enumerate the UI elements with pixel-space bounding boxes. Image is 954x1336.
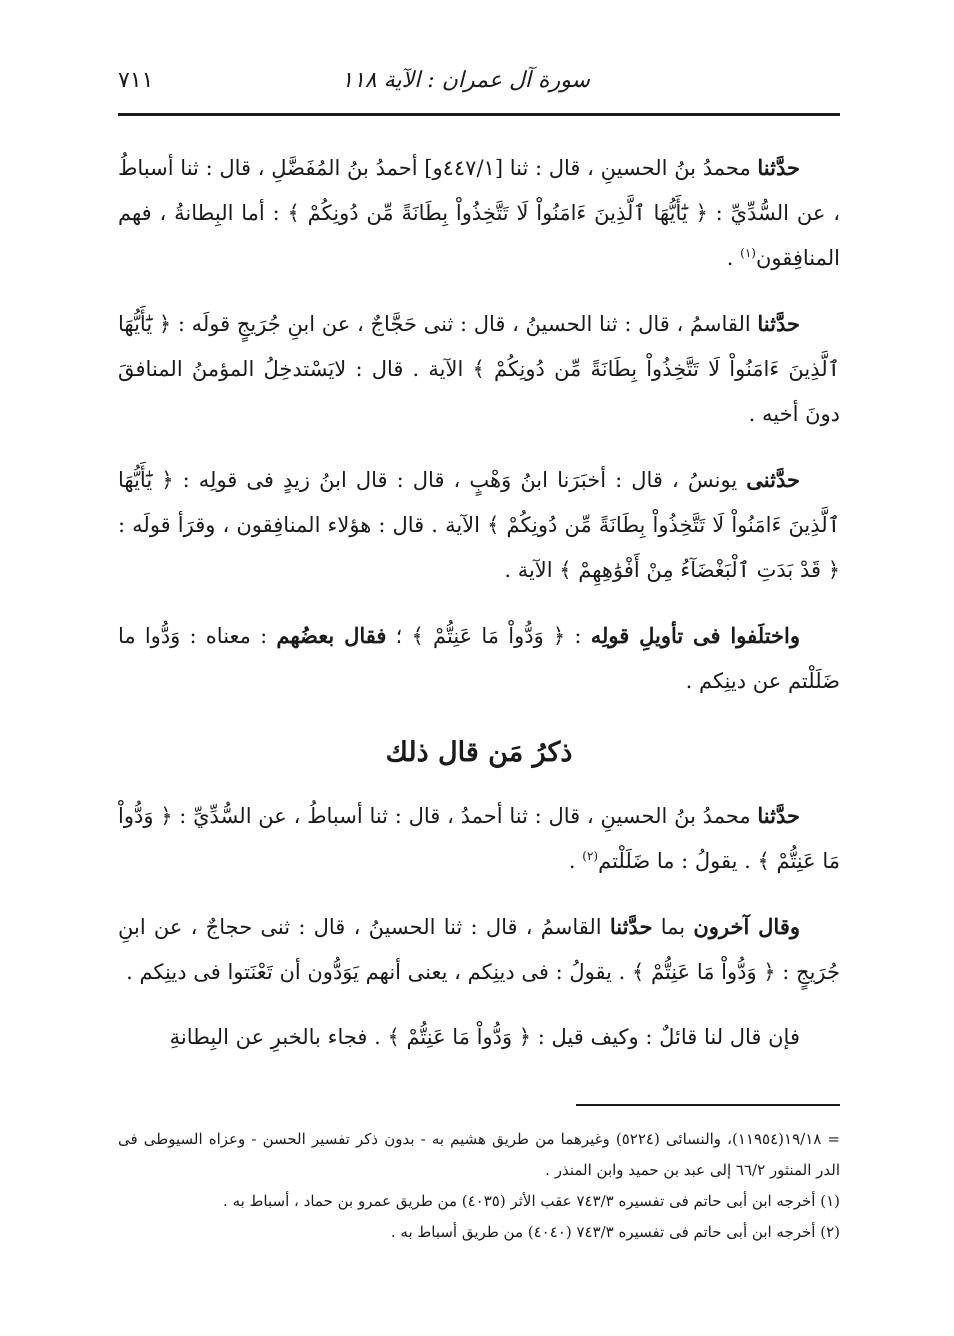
lead-phrase: فقال بعضُهم bbox=[276, 623, 387, 648]
text-span: : أما البِطانةُ ، فهم المنافِقون bbox=[118, 201, 840, 270]
footnote-continuation: = ١٩/١٨(١١٩٥٤)، والنسائى (٥٢٢٤) وغيرهما من طريق هشيم به - بدون ذكر تفسير الحسن - وعزاه السيوطى فى الدر المنثور ٦٦/٢ إلى عبد بن حميد وابن المنذر . bbox=[118, 1130, 841, 1179]
quran-verse: ﴿ وَدُّواْ مَا عَنِتُّمْ ﴾ bbox=[387, 1025, 532, 1049]
text-span: . يقولُ : فى دينِكم ، يعنى أنهم يَوَدُّون أن تَعْنَتوا فى دينِكم . bbox=[126, 960, 632, 984]
text-span: فإن قال لنا قائلٌ : وكيف قيل : bbox=[531, 1025, 800, 1049]
footnote-rule bbox=[576, 1104, 840, 1106]
quran-verse: ﴿ وَدُّواْ مَا عَنِتُّمْ ﴾ bbox=[631, 960, 776, 984]
quran-verse: ﴿ قَدْ بَدَتِ ٱلْبَغْضَآءُ مِنْ أَفْوَٰهِهِمْ ﴾ bbox=[559, 558, 840, 582]
text-span: . يقولُ : ما ضَلَلْتم bbox=[598, 849, 758, 873]
footnote-1: (١) أخرجه ابن أبى حاتم فى تفسيره ٧٤٣/٣ عقب الأثر (٤٠٣٥) من طريق عمرو بن حماد ، أسباط به . bbox=[223, 1192, 840, 1210]
isnad-lead: حدَّثنا bbox=[757, 155, 800, 180]
quran-verse: ﴿ وَدُّواْ مَا عَنِتُّمْ ﴾ bbox=[411, 624, 566, 648]
paragraph-2 bbox=[118, 301, 840, 437]
text-span: ؛ bbox=[386, 624, 412, 648]
quran-verse: ﴿ وَدُّواْ مَا عَنِتُّمْ ﴾ bbox=[118, 804, 840, 873]
paragraph-4 bbox=[118, 613, 840, 704]
footnote-ref-1[interactable]: (١) bbox=[740, 246, 756, 260]
isnad-lead: حدَّثنا bbox=[757, 803, 800, 828]
header-rule bbox=[118, 113, 840, 116]
section-heading: ذكرُ مَن قال ذلك bbox=[385, 737, 573, 768]
text-span: بما bbox=[652, 915, 694, 939]
text-span: محمدُ بنُ الحسينِ ، قال : ثنا أحمدُ ، قال : ثنا أسباطُ ، عن السُّدِّيِّ : bbox=[172, 804, 758, 828]
text-span: الآية . قال : هؤلاء المنافِقون ، وقرَأ قولَه : bbox=[118, 513, 488, 537]
page-number: ٧١١ bbox=[118, 68, 154, 93]
lead-phrase: واختلَفوا فى تأويلِ قولِه bbox=[590, 623, 800, 648]
text-span: القاسمُ ، قال : ثنا الحسينُ ، قال : ثنى حَجَّاجٌ ، عن ابنِ جُرَيجٍ قولَه : bbox=[171, 312, 758, 336]
footnotes bbox=[118, 1124, 840, 1248]
footnote-2: (٢) أخرجه ابن أبى حاتم فى تفسيره ٧٤٣/٣ (٤٠٤٠) من طريق أسباط به . bbox=[390, 1223, 840, 1241]
text-span: : معناه : وَدُّوا ما ضَلَلْتم عن دينِكم . bbox=[118, 624, 840, 693]
text-span: القاسمُ ، قال : ثنا الحسينُ ، قال : ثنى حجاجٌ ، عن ابنِ جُرَيجٍ : bbox=[118, 915, 840, 984]
lead-phrase: وقال آخرون bbox=[693, 914, 801, 939]
paragraph-5 bbox=[118, 793, 840, 884]
page-header bbox=[118, 58, 840, 116]
text-span: يونسُ ، قال : أخبَرَنا ابنُ وَهْبٍ ، قال : قال ابنُ زيدٍ فى قولِه : bbox=[173, 468, 747, 492]
paragraph-1 bbox=[118, 145, 840, 281]
isnad-lead: حدَّثنا bbox=[609, 914, 653, 939]
text-span: . bbox=[726, 246, 741, 270]
quran-verse: ﴿ يَٰٓأَيُّهَا ٱلَّذِينَ ءَامَنُواْ لَا تَتَّخِذُواْ بِطَانَةً مِّن دُونِكُمْ ﴾ bbox=[287, 201, 708, 225]
footnote-ref-2[interactable]: (٢) bbox=[582, 849, 599, 863]
running-title: سورة آل عمران : الآية ١١٨ bbox=[341, 68, 590, 93]
quran-verse: ﴿ يَٰٓأَيُّهَا ٱلَّذِينَ ءَامَنُواْ لَا تَتَّخِذُواْ بِطَانَةً مِّن دُونِكُمْ ﴾ bbox=[118, 468, 840, 537]
text-span: الآية . bbox=[504, 558, 560, 582]
quran-verse: ﴿ يَٰٓأَيُّهَا ٱلَّذِينَ ءَامَنُواْ لَا تَتَّخِذُواْ بِطَانَةً مِّن دُونِكُمْ ﴾ bbox=[118, 312, 840, 381]
paragraph-3 bbox=[118, 457, 840, 593]
main-text bbox=[118, 145, 840, 1080]
text-span: الآية . قال : لايَسْتدخِلُ المؤمنُ المنافقَ دونَ أخيه . bbox=[118, 357, 840, 426]
paragraph-7 bbox=[118, 1015, 840, 1060]
isnad-lead: حدَّثنى bbox=[746, 467, 800, 492]
paragraph-6 bbox=[118, 904, 840, 995]
text-span: : bbox=[565, 624, 591, 648]
text-span: محمدُ بنُ الحسينِ ، قال : ثنا [٤٤٧/١و] أحمدُ بنُ المُفَضَّلِ ، قال : ثنا أسباطُ ، عن السُّدِّيِّ : bbox=[118, 156, 840, 225]
text-span: . فجاء بالخبرِ عن البِطانةِ bbox=[169, 1025, 388, 1049]
isnad-lead: حدَّثنا bbox=[757, 311, 800, 336]
text-span: . bbox=[568, 849, 583, 873]
